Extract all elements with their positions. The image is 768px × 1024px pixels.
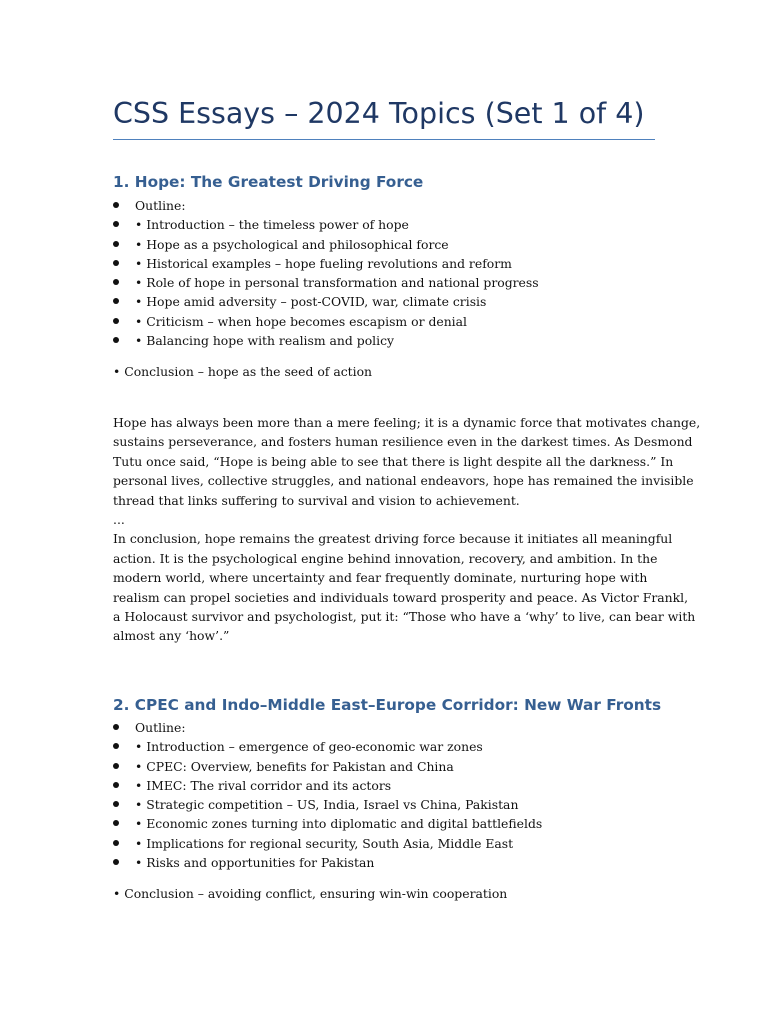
- bullet-icon: [113, 763, 119, 769]
- essay-2-outline: [113, 718, 542, 872]
- bullet-icon: [113, 202, 119, 208]
- outline-item-text: • CPEC: Overview, benefits for Pakistan and China: [135, 758, 454, 774]
- bullet-icon: [113, 724, 119, 730]
- essay-2-heading: 2. CPEC and Indo–Middle East–Europe Corridor: New War Fronts: [113, 696, 662, 714]
- outline-item: [113, 757, 542, 776]
- outline-item: [113, 331, 539, 350]
- outline-item: [113, 254, 539, 273]
- bullet-icon: [113, 782, 119, 788]
- outline-item: [113, 795, 542, 814]
- outline-item-text: • Introduction – the timeless power of hope: [135, 217, 409, 233]
- outline-item-text: • Risks and opportunities for Pakistan: [135, 855, 375, 871]
- outline-item: [113, 834, 542, 853]
- outline-item-text: • Implications for regional security, South Asia, Middle East: [135, 835, 514, 851]
- outline-item-text: • IMEC: The rival corridor and its actors: [135, 777, 392, 793]
- paragraph-line: Hope has always been more than a mere feeling; it is a dynamic force that motivates change,: [113, 415, 701, 430]
- bullet-icon: [113, 801, 119, 807]
- bullet-icon: [113, 260, 119, 266]
- bullet-icon: [113, 318, 119, 324]
- outline-item: [113, 718, 542, 737]
- essay-1-conclusion-point: • Conclusion – hope as the seed of action: [113, 364, 373, 379]
- paragraph-line: realism can propel societies and individuals toward prosperity and peace. As Victor Frankl,: [113, 589, 689, 605]
- outline-item: [113, 235, 539, 254]
- outline-item: [113, 312, 539, 331]
- ellipsis: ...: [113, 511, 125, 527]
- outline-item: [113, 776, 542, 795]
- outline-item-text: Outline:: [135, 720, 186, 735]
- paragraph-line: personal lives, collective struggles, and national endeavors, hope has remained the invisible: [113, 473, 694, 489]
- outline-item-text: • Introduction – emergence of geo-economic war zones: [135, 739, 483, 755]
- paragraph-line: In conclusion, hope remains the greatest driving force because it initiates all meaningful: [113, 531, 673, 547]
- outline-item: [113, 196, 539, 215]
- essay-1-outline: [113, 196, 539, 350]
- outline-item: [113, 215, 539, 234]
- bullet-icon: [113, 241, 119, 247]
- outline-item: [113, 273, 539, 292]
- outline-item: [113, 292, 539, 311]
- essay-1-heading: 1. Hope: The Greatest Driving Force: [113, 173, 424, 191]
- paragraph-line: thread that links suffering to survival and vision to achievement.: [113, 492, 520, 508]
- outline-item: [113, 814, 542, 833]
- paragraph-line: action. It is the psychological engine behind innovation, recovery, and ambition. In the: [113, 550, 658, 566]
- outline-item-text: Outline:: [135, 198, 186, 213]
- title-underline: [113, 139, 655, 140]
- outline-item: [113, 737, 542, 756]
- outline-item-text: • Balancing hope with realism and policy: [135, 333, 395, 349]
- bullet-icon: [113, 221, 119, 227]
- outline-item-text: • Economic zones turning into diplomatic and digital battlefields: [135, 816, 543, 832]
- bullet-icon: [113, 298, 119, 304]
- paragraph-line: sustains perseverance, and fosters human resilience even in the darkest times. As Desmond: [113, 434, 693, 450]
- bullet-icon: [113, 840, 119, 846]
- bullet-icon: [113, 820, 119, 826]
- paragraph-line: almost any ‘how’.”: [113, 628, 230, 644]
- outline-item-text: • Strategic competition – US, India, Israel vs China, Pakistan: [135, 797, 519, 813]
- paragraph-line: Tutu once said, “Hope is being able to see that there is light despite all the darkness.” In: [113, 453, 674, 469]
- bullet-icon: [113, 279, 119, 285]
- bullet-icon: [113, 859, 119, 865]
- outline-item-text: • Historical examples – hope fueling revolutions and reform: [135, 255, 512, 271]
- outline-item: [113, 853, 542, 872]
- essay-2-conclusion-point: • Conclusion – avoiding conflict, ensuring win-win cooperation: [113, 886, 508, 901]
- bullet-icon: [113, 337, 119, 343]
- paragraph-line: a Holocaust survivor and psychologist, put it: “Those who have a ‘why’ to live, can bear with: [113, 608, 696, 624]
- outline-item-text: • Hope amid adversity – post-COVID, war, climate crisis: [135, 294, 487, 310]
- outline-item-text: • Criticism – when hope becomes escapism or denial: [135, 313, 468, 329]
- outline-item-text: • Role of hope in personal transformation and national progress: [135, 275, 539, 291]
- document-title: CSS Essays – 2024 Topics (Set 1 of 4): [113, 97, 645, 130]
- bullet-icon: [113, 743, 119, 749]
- outline-item-text: • Hope as a psychological and philosophical force: [135, 236, 449, 252]
- essay-1-introduction: [113, 413, 701, 646]
- paragraph-line: modern world, where uncertainty and fear frequently dominate, nurturing hope with: [113, 570, 648, 586]
